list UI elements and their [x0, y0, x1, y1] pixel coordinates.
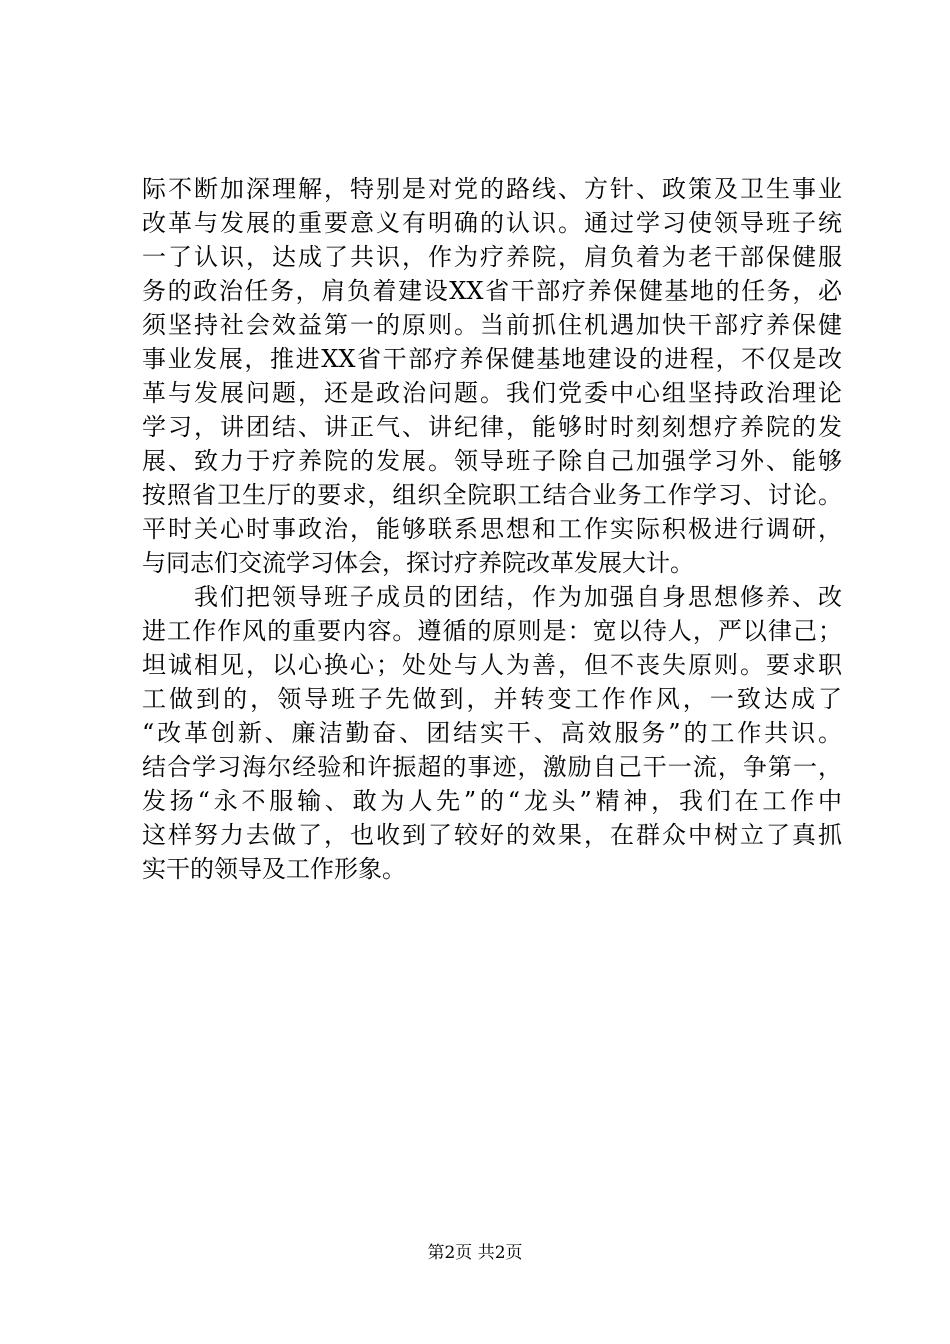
text-line: 进工作作风的重要内容。遵循的原则是：宽以待人，严以律己； — [142, 617, 842, 645]
text-line: 际不断加深理解，特别是对党的路线、方针、政策及卫生事业 — [142, 175, 842, 203]
text-line: 我们把领导班子成员的团结，作为加强自身思想修养、改 — [142, 583, 842, 611]
text-line: 实干的领导及工作形象。 — [142, 855, 406, 883]
text-line: 工做到的，领导班子先做到，并转变工作作风，一致达成了 — [142, 685, 842, 713]
page-number: 第2页 共2页 — [427, 1243, 523, 1263]
text-line: 发扬“永不服输、敢为人先”的“龙头”精神，我们在工作中 — [142, 787, 842, 815]
text-line: 平时关心时事政治，能够联系思想和工作实际积极进行调研， — [142, 515, 842, 543]
text-line: 革与发展问题，还是政治问题。我们党委中心组坚持政治理论 — [142, 379, 842, 407]
text-line: 这样努力去做了，也收到了较好的效果，在群众中树立了真抓 — [142, 821, 842, 849]
text-line: 按照省卫生厅的要求，组织全院职工结合业务工作学习、讨论。 — [142, 481, 842, 509]
text-line: 结合学习海尔经验和许振超的事迹，激励自己干一流，争第一， — [142, 753, 842, 781]
text-line: “改革创新、廉洁勤奋、团结实干、高效服务”的工作共识。 — [142, 719, 842, 747]
text-line: 学习，讲团结、讲正气、讲纪律，能够时时刻刻想疗养院的发 — [142, 413, 842, 441]
text-line: 展、致力于疗养院的发展。领导班子除自己加强学习外、能够 — [142, 447, 842, 475]
text-line: 务的政治任务，肩负着建设XX省干部疗养保健基地的任务，必 — [142, 277, 842, 305]
text-line: 一了认识，达成了共识，作为疗养院，肩负着为老干部保健服 — [142, 243, 842, 271]
body-text — [142, 172, 842, 886]
text-line: 事业发展，推进XX省干部疗养保健基地建设的进程，不仅是改 — [142, 345, 842, 373]
text-line: 改革与发展的重要意义有明确的认识。通过学习使领导班子统 — [142, 209, 842, 237]
text-line: 与同志们交流学习体会，探讨疗养院改革发展大计。 — [142, 549, 694, 577]
text-line: 须坚持社会效益第一的原则。当前抓住机遇加快干部疗养保健 — [142, 311, 842, 339]
text-line: 坦诚相见，以心换心；处处与人为善，但不丧失原则。要求职 — [142, 651, 842, 679]
